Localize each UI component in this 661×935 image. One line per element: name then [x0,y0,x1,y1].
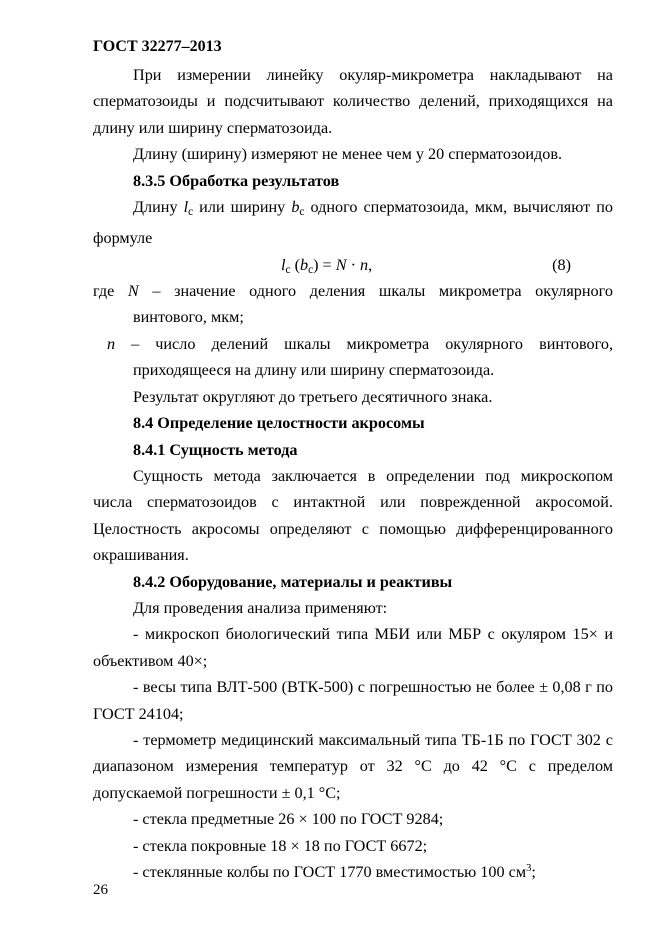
var-l: l [183,198,189,217]
formula-8 [93,252,613,278]
paragraph-measurement: При измерении линейку окуляр-микрометра накладывают на сперматозоиды и подсчитывают количество делений, приходящихся на длину или ширину сперматозоида. [93,66,613,137]
text-fragment: , [368,255,373,274]
text-fragment: или ширину [193,198,292,217]
text-fragment: ( [290,255,300,274]
list-item: - стекла покровные 18 × 18 по ГОСТ 6672; [133,836,428,855]
text-fragment: · [346,255,361,274]
heading-8-4: 8.4 Определение целостности акросомы [133,414,425,433]
page-number: 26 [93,882,108,898]
text-fragment: где [93,282,128,301]
heading-8-4-2: 8.4.2 Оборудование, материалы и реактивы [133,572,453,591]
list-item: - стекла предметные 26 × 100 по ГОСТ 9284; [133,810,444,829]
subscript-c: c [308,263,314,276]
text-fragment: ; [531,863,536,881]
subscript-c: c [188,205,194,218]
definition-n [93,331,613,384]
var-b: b [291,198,300,217]
list-item [93,859,613,885]
heading-8-4-1: 8.4.1 Сущность метода [133,440,298,459]
definition-N [93,278,613,331]
text-fragment: – число делений шкалы микрометра окулярного винтового, приходящееся на длину или ширину сперматозоида. [115,334,613,380]
text-fragment: - стеклянные колбы по ГОСТ 1770 вместимостью 100 см [133,863,527,881]
text-fragment: – значение одного деления шкалы микрометра окулярного винтового, мкм; [133,282,613,327]
subscript-c: c [285,263,291,276]
var-n: n [107,334,116,353]
page-body [93,62,613,885]
list-item: - весы типа ВЛТ-500 (ВТК-500) с погрешностью не более ± 0,08 г по ГОСТ 24104; [93,678,613,723]
var-l: l [281,255,286,274]
paragraph-equipment-intro: Для проведения анализа применяют: [133,598,388,617]
var-b: b [299,255,309,274]
var-n: n [360,255,369,274]
list-item: - микроскоп биологический типа МБИ или МБР с окуляром 15× и объективом 40×; [93,625,613,670]
list-item: - термометр медицинский максимальный типа ТБ-1Б по ГОСТ 302 с диапазоном измерения температур от 32 °С до 42 °С с пределом допускаемой погрешности ± 0,1 °С; [93,730,613,802]
paragraph-count: Длину (ширину) измеряют не менее чем у 20 сперматозоидов. [133,145,563,164]
heading-8-3-5: 8.3.5 Обработка результатов [133,171,340,190]
var-N: N [335,255,347,274]
subscript-c: c [299,205,305,218]
document-header: ГОСТ 32277–2013 [93,38,222,55]
superscript: 3 [526,863,532,875]
text-fragment: Длину [133,198,184,217]
paragraph-rounding: Результат округляют до третьего десятичного знака. [133,387,493,406]
text-fragment: ) = [313,255,336,274]
formula-number: (8) [552,255,571,274]
formula-expression [281,252,372,283]
text-fragment: одного сперматозоида, мкм, вычисляют по формуле [93,198,614,248]
paragraph-formula-intro [93,194,613,252]
paragraph-method-essence: Сущность метода заключается в определении под микроскопом числа сперматозоидов с интактной или поврежденной акросомой. Целостность акросомы определяют с помощью дифференцированного окрашивания. [93,466,613,565]
var-N: N [127,282,139,301]
